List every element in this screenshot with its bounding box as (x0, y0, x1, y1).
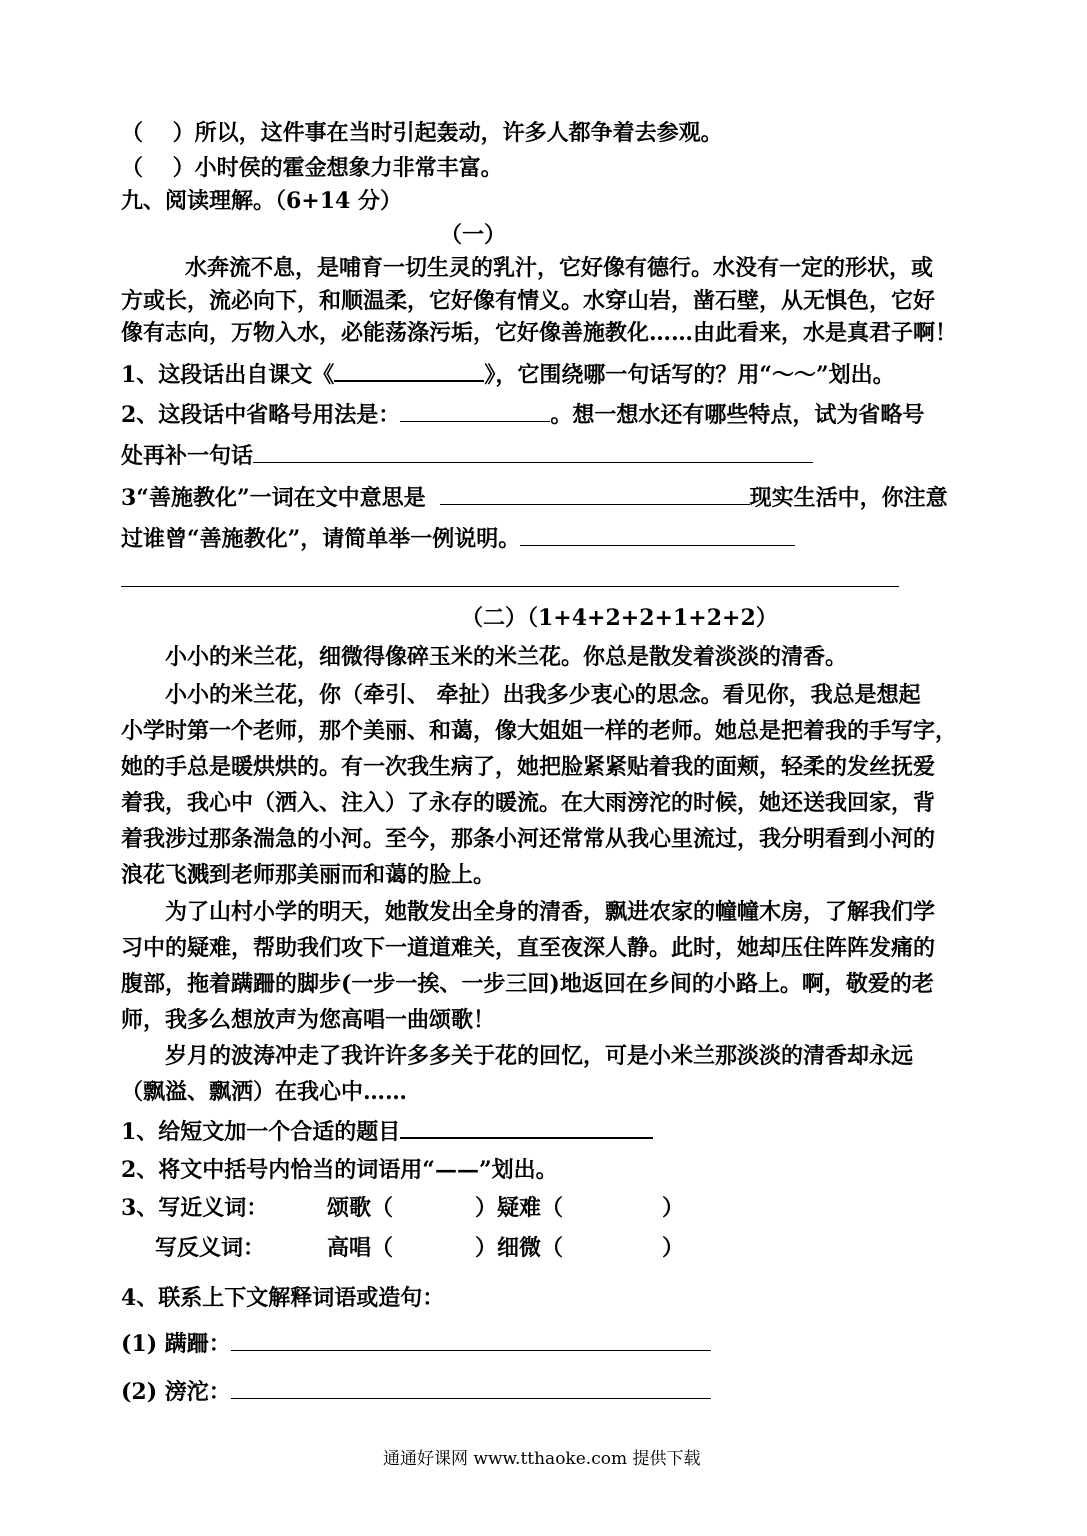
question-label: 写反义词： (155, 1235, 266, 1261)
passage-1-line: 像有志向，万物入水，必能荡涤污垢，它好像善施教化……由此看来，水是真君子啊！ (121, 320, 958, 346)
question-text: 现实生活中，你注意 (749, 485, 948, 511)
question-text: 3“善施教化”一词在文中意思是 (121, 485, 426, 511)
answer-blank[interactable] (440, 482, 750, 505)
question-text: 2、这段话中省略号用法是： (121, 402, 401, 428)
question-text: 过谁曾“善施教化”，请简单举一例说明。 (121, 526, 521, 552)
antonym-1[interactable]: 高唱（ (327, 1235, 394, 1261)
passage-1-line: 水奔流不息，是哺育一切生灵的乳汁，它好像有德行。水没有一定的形状，或 (185, 255, 934, 281)
passage-2-line: 她的手总是暖烘烘的。有一次我生病了，她把脸紧紧贴着我的面颊，轻柔的发丝抚爱 (121, 754, 936, 780)
question-text: (2) 滂沱： (121, 1379, 231, 1405)
question-1-2 (121, 399, 924, 430)
passage-2-line: 腹部，拖着蹒跚的脚步(一步一挨、一步三回)地返回在乡间的小路上。啊，敬爱的老 (121, 971, 934, 997)
answer-blank[interactable] (400, 399, 550, 422)
question-1-2-cont (121, 440, 813, 471)
antonym-2[interactable]: ）细微（ (475, 1235, 564, 1261)
passage-2-line: 小小的米兰花，细微得像碎玉米的米兰花。你总是散发着淡淡的清香。 (165, 644, 848, 670)
synonym-1[interactable]: 颂歌（ (327, 1195, 394, 1221)
answer-blank[interactable] (231, 1328, 711, 1351)
question-1-3-cont (121, 523, 795, 554)
question-text: 。想一想水还有哪些特点，试为省略号 (550, 402, 925, 428)
passage-2-title: （二）（1+4+2+2+1+2+2） (461, 605, 778, 631)
question-2-1 (121, 1115, 653, 1147)
passage-2-line: 浪花飞溅到老师那美丽而和蔼的脸上。 (121, 862, 496, 888)
passage-2-line: 着我涉过那条湍急的小河。至今，那条小河还常常从我心里流过，我分明看到小河的 (121, 826, 936, 852)
question-text: 1、给短文加一个合适的题目 (121, 1119, 401, 1145)
question-label: 3、写近义词： (121, 1195, 269, 1221)
passage-1-line: 方或长，流必向下，和顺温柔，它好像有情义。水穿山岩，凿石壁，从无惧色，它好 (121, 288, 936, 314)
question-text: 处再补一句话 (121, 443, 254, 469)
answer-blank[interactable] (253, 440, 813, 463)
answer-blank[interactable] (231, 1376, 711, 1399)
question-text: 》，它围绕哪一句话写的？用“～～”划出。 (484, 362, 895, 388)
passage-1-title: （一） (440, 222, 507, 248)
synonym-2[interactable]: ）疑难（ (475, 1195, 564, 1221)
passage-2-line: 为了山村小学的明天，她散发出全身的清香，飘进农家的幢幢木房，了解我们学 (165, 899, 936, 925)
question-1-1 (121, 358, 895, 390)
answer-line[interactable] (121, 586, 899, 587)
answer-blank[interactable] (334, 358, 484, 382)
antonym-close: ） (662, 1235, 685, 1261)
passage-2-line: （飘溢、飘洒）在我心中…… (121, 1079, 408, 1105)
synonym-close: ） (662, 1195, 685, 1221)
page-footer: 通通好课网 www.tthaoke.com 提供下载 (383, 1449, 701, 1469)
question-2-4: 4、联系上下文解释词语或造句： (121, 1285, 445, 1311)
answer-blank[interactable] (400, 1115, 653, 1139)
passage-2-line: 师，我多么想放声为您高唱一曲颂歌！ (121, 1007, 496, 1033)
passage-2-line: 习中的疑难，帮助我们攻下一道道难关，直至夜深人静。此时，她却压住阵阵发痛的 (121, 935, 936, 961)
section-heading-9: 九、阅读理解。（6+14 分） (121, 188, 403, 214)
question-text: 1、这段话出自课文《 (121, 362, 335, 388)
question-2-2: 2、将文中括号内恰当的词语用“——”划出。 (121, 1157, 558, 1183)
question-2-3-synonyms (121, 1193, 268, 1223)
item-line-2: （ ）小时侯的霍金想象力非常丰富。 (121, 155, 503, 181)
question-2-3-antonyms (155, 1233, 265, 1263)
question-1-3 (121, 482, 948, 513)
question-2-4-item-1 (121, 1328, 711, 1359)
passage-2-line: 小小的米兰花，你（牵引、 牵扯）出我多少衷心的思念。看见你，我总是想起 (165, 682, 921, 708)
passage-2-line: 小学时第一个老师，那个美丽、和蔼，像大姐姐一样的老师。她总是把着我的手写字， (121, 718, 958, 744)
question-text: (1) 蹒跚： (121, 1331, 231, 1357)
passage-2-line: 着我，我心中（洒入、注入）了永存的暖流。在大雨滂沱的时候，她还送我回家，背 (121, 790, 936, 816)
question-2-4-item-2 (121, 1376, 711, 1407)
passage-2-line: 岁月的波涛冲走了我许许多多关于花的回忆，可是小米兰那淡淡的清香却永远 (165, 1043, 914, 1069)
answer-blank[interactable] (520, 523, 795, 546)
item-line-1: （ ）所以，这件事在当时引起轰动，许多人都争着去参观。 (121, 120, 723, 146)
